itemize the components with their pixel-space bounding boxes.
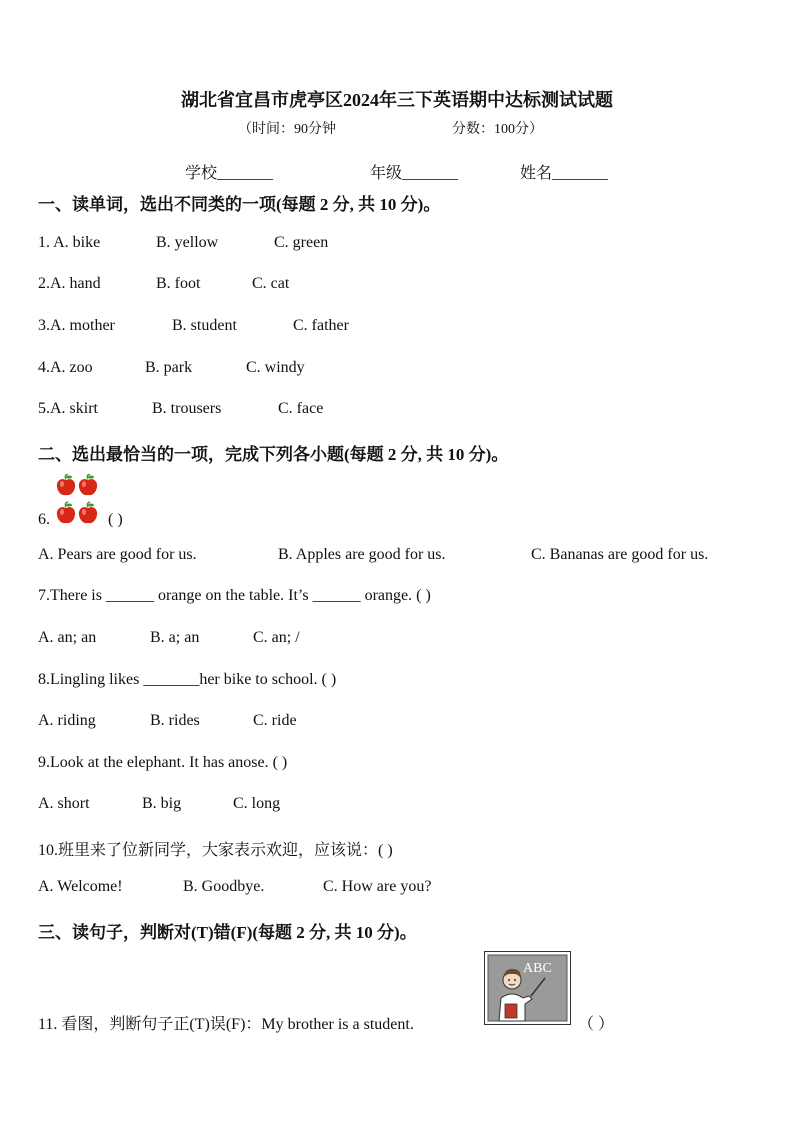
section-2-heading: 二、选出最恰当的一项，完成下列各小题(每题 2 分, 共 10 分)。 <box>38 445 509 464</box>
exam-time: （时间：90分钟 <box>238 122 336 137</box>
question-7-options <box>38 629 300 647</box>
q6-option-c: C. Bananas are good for us. <box>531 546 709 563</box>
q3-option-c: C. father <box>293 317 349 334</box>
q7-stem: 7.There is ______ orange on the table. It’s ______ orange. ( ) <box>38 587 431 604</box>
q2-option-b: B. foot <box>156 275 201 292</box>
q10-option-a: A. Welcome! <box>38 878 123 895</box>
question-9-options <box>38 795 281 813</box>
question-3 <box>38 317 349 335</box>
q4-option-b: B. park <box>145 359 193 376</box>
question-6-options <box>38 546 709 564</box>
q8-option-b: B. rides <box>150 712 200 729</box>
q8-option-c: C. ride <box>253 712 297 729</box>
q5-option-c: C. face <box>278 400 324 417</box>
q11-stem: 11. 看图，判断句子正(T)误(F)：My brother is a student. <box>38 1016 414 1033</box>
q9-option-a: A. short <box>38 795 90 812</box>
q1-option-c: C. green <box>274 234 329 251</box>
grade-field[interactable]: 年级_______ <box>370 165 459 182</box>
page-title: 湖北省宜昌市虎亭区2024年三下英语期中达标测试试题 <box>181 90 613 110</box>
q3-option-a: 3.A. mother <box>38 317 115 334</box>
q4-option-a: 4.A. zoo <box>38 359 93 376</box>
q1-option-b: B. yellow <box>156 234 219 251</box>
q9-stem: 9.Look at the elephant. It has anose. ( ) <box>38 754 288 771</box>
name-field[interactable]: 姓名_______ <box>520 165 609 182</box>
q8-option-a: A. riding <box>38 712 96 729</box>
school-field[interactable]: 学校_______ <box>185 165 274 182</box>
q2-option-c: C. cat <box>252 275 290 292</box>
question-4 <box>38 359 305 377</box>
q6-answer-blank[interactable]: ( ) <box>108 511 123 528</box>
q7-option-b: B. a; an <box>150 629 200 646</box>
section-3-heading: 三、读句子，判断对(T)错(F)(每题 2 分, 共 10 分)。 <box>38 923 417 942</box>
apples-picture <box>56 474 102 526</box>
q10-option-c: C. How are you? <box>323 878 432 895</box>
q6-option-b: B. Apples are good for us. <box>278 546 446 563</box>
q7-option-c: C. an; / <box>253 629 300 646</box>
q10-option-b: B. Goodbye. <box>183 878 265 895</box>
question-2 <box>38 275 290 293</box>
teacher-icon <box>485 952 570 1024</box>
apple-icon <box>56 474 102 526</box>
question-10-options <box>38 878 432 896</box>
q3-option-b: B. student <box>172 317 237 334</box>
question-1 <box>38 234 329 252</box>
board-text: ABC <box>523 961 552 976</box>
q7-option-a: A. an; an <box>38 629 97 646</box>
q5-option-a: 5.A. skirt <box>38 400 98 417</box>
question-6 <box>38 511 123 529</box>
q11-answer-blank[interactable]: （ ） <box>578 1016 615 1033</box>
q6-option-a: A. Pears are good for us. <box>38 546 197 563</box>
q2-option-a: 2.A. hand <box>38 275 101 292</box>
section-1-heading: 一、读单词，选出不同类的一项(每题 2 分, 共 10 分)。 <box>38 195 441 214</box>
q9-option-c: C. long <box>233 795 281 812</box>
q8-stem: 8.Lingling likes _______her bike to school. ( ) <box>38 671 337 688</box>
question-5 <box>38 400 324 418</box>
q6-number: 6. <box>38 511 50 528</box>
teacher-picture <box>484 951 571 1025</box>
exam-score: 分数：100分） <box>452 122 543 137</box>
q10-stem: 10.班里来了位新同学，大家表示欢迎，应该说：( ) <box>38 842 393 859</box>
q1-option-a: 1. A. bike <box>38 234 101 251</box>
q4-option-c: C. windy <box>246 359 305 376</box>
question-8-options <box>38 712 297 730</box>
q9-option-b: B. big <box>142 795 182 812</box>
q5-option-b: B. trousers <box>152 400 222 417</box>
